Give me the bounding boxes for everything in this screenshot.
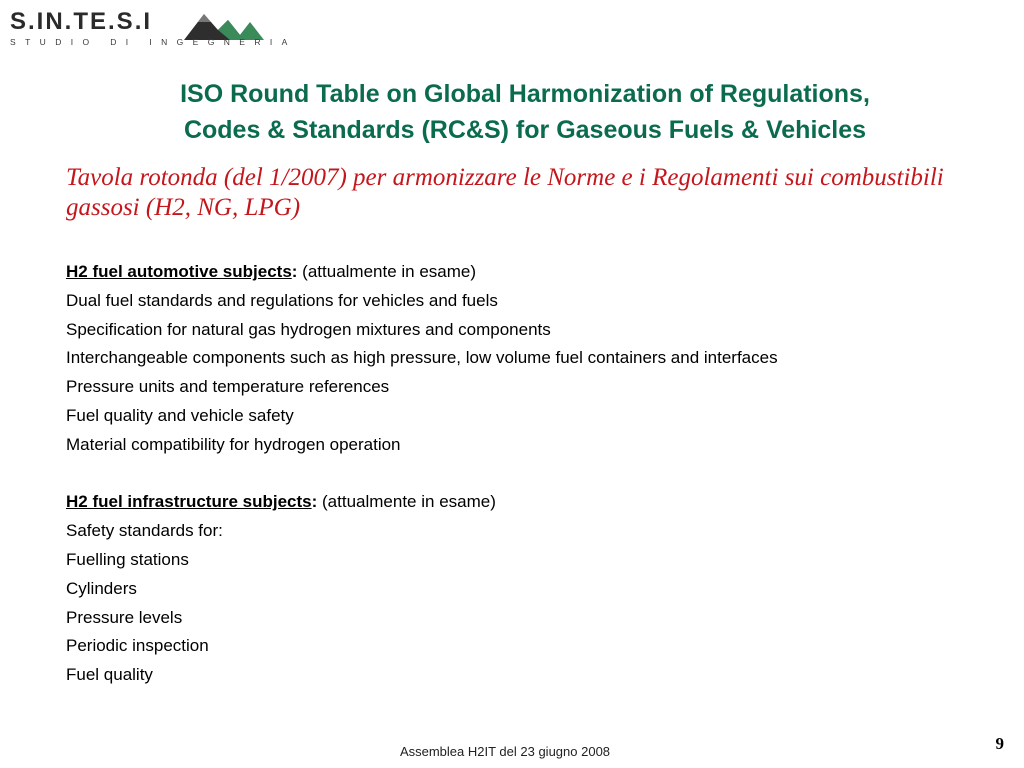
logo-wordmark: S.IN.TE.S.I	[10, 8, 153, 35]
section-spacer	[66, 460, 986, 489]
company-logo	[8, 8, 297, 48]
list-item: Material compatibility for hydrogen operation	[66, 434, 401, 454]
section-heading-note: (attualmente in esame)	[317, 492, 496, 512]
list-item: Interchangeable components such as high pressure, low volume fuel containers and interfaces	[66, 348, 778, 368]
section-heading-automotive	[66, 258, 986, 287]
list-item: Specification for natural gas hydrogen mixtures and components	[66, 319, 551, 339]
slide-body	[66, 258, 986, 690]
list-item: Fuel quality and vehicle safety	[66, 405, 294, 425]
logo-subtitle: STUDIO DI INGEGNERIA	[10, 37, 297, 47]
list-item: Safety standards for:	[66, 521, 223, 541]
list-item: Fuel quality	[66, 665, 153, 685]
list-item: Pressure levels	[66, 607, 183, 627]
page-number: 9	[995, 734, 1004, 753]
list-item: Periodic inspection	[66, 636, 209, 656]
list-item: Fuelling stations	[66, 549, 189, 569]
section-heading-colon: :	[291, 262, 298, 281]
list-item: Dual fuel standards and regulations for vehicles and fuels	[66, 290, 498, 310]
section-heading-text: H2 fuel infrastructure subjects	[66, 492, 312, 512]
section-heading-infrastructure	[66, 488, 986, 517]
list-item: Cylinders	[66, 578, 137, 598]
slide-subtitle: Tavola rotonda (del 1/2007) per armonizzare le Norme e i Regolamenti sui combustibili gassosi (H2, NG, LPG)	[66, 164, 944, 221]
section-heading-colon: :	[311, 492, 318, 512]
slide-title-line-1: ISO Round Table on Global Harmonization of Regulations,	[180, 80, 870, 108]
section-heading-text: H2 fuel automotive subjects	[66, 262, 292, 281]
slide-footer: Assemblea H2IT del 23 giugno 2008	[399, 744, 611, 759]
slide-title	[60, 76, 990, 148]
section-heading-note: (attualmente in esame)	[297, 262, 477, 281]
slide-title-line-2: Codes & Standards (RC&S) for Gaseous Fuels & Vehicles	[183, 116, 867, 144]
list-item: Pressure units and temperature references	[66, 377, 390, 397]
